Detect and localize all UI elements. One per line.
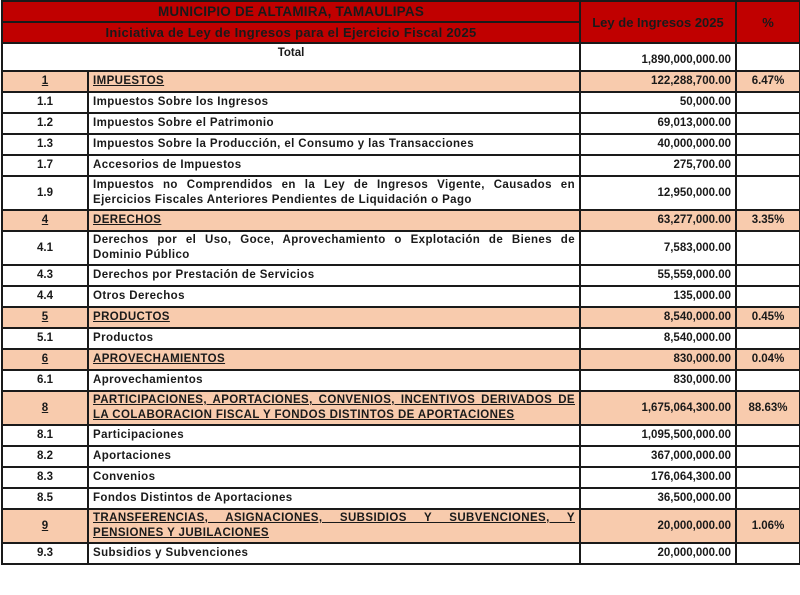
row-amount: 8,540,000.00	[580, 328, 736, 349]
row-concept-text: Otros Derechos	[93, 290, 185, 302]
row-concept-text: Aportaciones	[93, 450, 172, 462]
row-code	[2, 155, 88, 176]
row-concept	[88, 328, 580, 349]
row-concept-text: DERECHOS	[93, 214, 162, 226]
table-row	[2, 231, 800, 265]
category-row	[2, 71, 800, 92]
row-code-text: 8.1	[37, 429, 53, 441]
row-code-text: 6	[41, 353, 49, 365]
row-code	[2, 134, 88, 155]
table-row	[2, 134, 800, 155]
row-percent	[736, 467, 800, 488]
row-amount: 50,000.00	[580, 92, 736, 113]
row-concept-text: APROVECHAMIENTOS	[93, 353, 226, 365]
amount-column-header: Ley de Ingresos 2025	[580, 1, 736, 43]
row-code	[2, 509, 88, 543]
row-amount: 830,000.00	[580, 370, 736, 391]
total-label: Total	[2, 43, 580, 71]
row-code	[2, 176, 88, 210]
row-code-text: 6.1	[37, 374, 53, 386]
row-code-text: 5	[41, 311, 49, 323]
row-amount: 40,000,000.00	[580, 134, 736, 155]
row-concept-text: PARTICIPACIONES, APORTACIONES, CONVENIOS, INCENTIVOS DERIVADOS DE LA COLABORACION FISCAL Y FONDOS DISTINTOS DE APORTACIONES	[93, 394, 575, 421]
row-code	[2, 543, 88, 564]
total-amount: 1,890,000,000.00	[580, 43, 736, 71]
row-concept-text: Impuestos Sobre los Ingresos	[93, 96, 269, 108]
row-percent: 0.45%	[736, 307, 800, 328]
row-percent	[736, 286, 800, 307]
row-percent	[736, 543, 800, 564]
row-concept	[88, 488, 580, 509]
row-percent	[736, 134, 800, 155]
table-row	[2, 467, 800, 488]
row-percent	[736, 231, 800, 265]
row-amount: 122,288,700.00	[580, 71, 736, 92]
row-amount: 176,064,300.00	[580, 467, 736, 488]
row-code-text: 1.9	[37, 186, 53, 199]
table-row	[2, 92, 800, 113]
row-concept	[88, 210, 580, 231]
row-amount: 275,700.00	[580, 155, 736, 176]
row-code-text: 8.2	[37, 450, 53, 462]
document-title: MUNICIPIO DE ALTAMIRA, TAMAULIPAS	[2, 1, 580, 22]
row-code-text: 8.5	[37, 492, 53, 504]
row-amount: 63,277,000.00	[580, 210, 736, 231]
row-amount: 20,000,000.00	[580, 509, 736, 543]
table-row	[2, 113, 800, 134]
row-code	[2, 286, 88, 307]
row-concept-text: Productos	[93, 332, 154, 344]
row-concept-text: Impuestos no Comprendidos en la Ley de Ingresos Vigente, Causados en Ejercicios Fiscales Anteriores Pendientes de Liquidación o Pago	[93, 179, 575, 206]
row-percent	[736, 176, 800, 210]
row-concept-text: Aprovechamientos	[93, 374, 203, 386]
row-code	[2, 488, 88, 509]
row-amount: 830,000.00	[580, 349, 736, 370]
row-concept	[88, 92, 580, 113]
row-code-text: 8.3	[37, 471, 53, 483]
category-row	[2, 210, 800, 231]
table-row	[2, 286, 800, 307]
row-code	[2, 328, 88, 349]
table-row	[2, 543, 800, 564]
row-concept-text: IMPUESTOS	[93, 75, 165, 87]
row-code-text: 4	[41, 214, 49, 226]
row-percent	[736, 155, 800, 176]
row-amount: 367,000,000.00	[580, 446, 736, 467]
table-row	[2, 265, 800, 286]
row-percent	[736, 446, 800, 467]
row-percent	[736, 265, 800, 286]
row-code	[2, 370, 88, 391]
category-row	[2, 391, 800, 425]
percent-column-header: %	[736, 1, 800, 43]
row-code-text: 1.2	[37, 117, 53, 129]
row-amount: 20,000,000.00	[580, 543, 736, 564]
row-code	[2, 71, 88, 92]
category-row	[2, 307, 800, 328]
row-concept	[88, 349, 580, 370]
row-code	[2, 265, 88, 286]
row-concept	[88, 71, 580, 92]
row-concept	[88, 265, 580, 286]
row-code-text: 8	[41, 401, 49, 414]
row-concept-text: Participaciones	[93, 429, 185, 441]
row-code	[2, 349, 88, 370]
row-code	[2, 113, 88, 134]
row-code	[2, 446, 88, 467]
row-concept-text: Subsidios y Subvenciones	[93, 547, 249, 559]
row-percent: 0.04%	[736, 349, 800, 370]
row-concept	[88, 176, 580, 210]
row-concept-text: Impuestos Sobre el Patrimonio	[93, 117, 274, 129]
row-percent: 1.06%	[736, 509, 800, 543]
row-percent: 6.47%	[736, 71, 800, 92]
row-code-text: 5.1	[37, 332, 53, 344]
row-percent: 88.63%	[736, 391, 800, 425]
row-code	[2, 307, 88, 328]
table-row	[2, 370, 800, 391]
row-amount: 12,950,000.00	[580, 176, 736, 210]
row-amount: 36,500,000.00	[580, 488, 736, 509]
row-amount: 69,013,000.00	[580, 113, 736, 134]
row-code	[2, 92, 88, 113]
row-concept	[88, 509, 580, 543]
row-concept	[88, 286, 580, 307]
table-row	[2, 176, 800, 210]
row-concept	[88, 391, 580, 425]
row-concept-text: Derechos por el Uso, Goce, Aprovechamiento o Explotación de Bienes de Dominio Público	[93, 234, 575, 261]
document-subtitle: Iniciativa de Ley de Ingresos para el Ejercicio Fiscal 2025	[2, 22, 580, 43]
row-amount: 1,095,500,000.00	[580, 425, 736, 446]
row-amount: 135,000.00	[580, 286, 736, 307]
row-code-text: 9	[41, 519, 49, 532]
row-code-text: 1.7	[37, 159, 53, 171]
row-code-text: 4.4	[37, 290, 53, 302]
row-code-text: 1	[41, 75, 49, 87]
row-code	[2, 425, 88, 446]
row-code-text: 9.3	[37, 547, 53, 559]
row-amount: 7,583,000.00	[580, 231, 736, 265]
row-amount: 8,540,000.00	[580, 307, 736, 328]
row-percent	[736, 113, 800, 134]
table-row	[2, 446, 800, 467]
row-amount: 55,559,000.00	[580, 265, 736, 286]
row-concept-text: Fondos Distintos de Aportaciones	[93, 492, 293, 504]
row-code-text: 1.1	[37, 96, 53, 108]
category-row	[2, 509, 800, 543]
row-code	[2, 231, 88, 265]
table-row	[2, 425, 800, 446]
row-percent: 3.35%	[736, 210, 800, 231]
row-concept	[88, 446, 580, 467]
revenue-table	[1, 0, 800, 565]
table-row	[2, 155, 800, 176]
total-row	[2, 43, 800, 71]
row-concept	[88, 307, 580, 328]
row-concept	[88, 543, 580, 564]
row-code	[2, 210, 88, 231]
row-concept-text: TRANSFERENCIAS, ASIGNACIONES, SUBSIDIOS Y SUBVENCIONES, Y PENSIONES Y JUBILACIONES	[93, 512, 575, 539]
row-concept-text: Accesorios de Impuestos	[93, 159, 242, 171]
row-concept	[88, 134, 580, 155]
row-concept	[88, 425, 580, 446]
header-row-title	[2, 1, 800, 22]
row-code-text: 4.3	[37, 269, 53, 281]
row-code	[2, 467, 88, 488]
row-percent	[736, 328, 800, 349]
row-concept-text: Impuestos Sobre la Producción, el Consumo y las Transacciones	[93, 138, 475, 150]
table-row	[2, 328, 800, 349]
category-row	[2, 349, 800, 370]
row-percent	[736, 425, 800, 446]
row-concept	[88, 370, 580, 391]
row-code-text: 4.1	[37, 241, 53, 254]
row-concept	[88, 231, 580, 265]
row-percent	[736, 370, 800, 391]
total-percent	[736, 43, 800, 71]
row-percent	[736, 488, 800, 509]
table-row	[2, 488, 800, 509]
row-amount: 1,675,064,300.00	[580, 391, 736, 425]
row-percent	[736, 92, 800, 113]
row-code-text: 1.3	[37, 138, 53, 150]
row-concept	[88, 113, 580, 134]
row-concept-text: Convenios	[93, 471, 156, 483]
row-concept	[88, 467, 580, 488]
row-concept-text: Derechos por Prestación de Servicios	[93, 269, 315, 281]
row-concept	[88, 155, 580, 176]
row-concept-text: PRODUCTOS	[93, 311, 170, 323]
row-code	[2, 391, 88, 425]
